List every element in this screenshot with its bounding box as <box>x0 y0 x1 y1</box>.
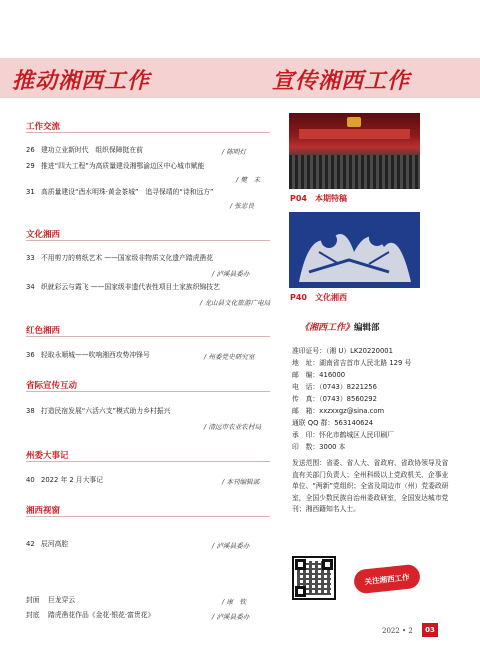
toc-author: / 泸溪县委办 <box>212 613 250 621</box>
back-cover-credit: 封底 踏虎凿花作品《金花·银花·富贵花》 <box>26 611 155 619</box>
issue-label: 2022 • 2 <box>382 627 413 635</box>
toc-entry[interactable]: 26 建功立业新时代 组织保障挺在前 <box>26 146 143 154</box>
distribution-text: 发送范围：省委、省人大、省政府、省政协领导及省直有关部门负责人；全州科级以上党政机关、企事业单位、“两新”党组织；全省及周边市（州）党委政研室，全国少数民族自治州委政研室，全国发达城市党刊；湘西籍知名人士。 <box>292 459 449 513</box>
section-title: 湘西视窗 <box>26 506 61 516</box>
banner-left-title: 推动湘西工作 <box>12 68 151 94</box>
toc-entry[interactable]: 29 推进“四大工程”为高质量建设湘鄂渝边区中心城市赋能 <box>26 162 205 170</box>
toc-author: / 泸溪县委办 <box>212 270 250 278</box>
section-title: 工作交流 <box>26 122 61 132</box>
section-title: 州委大事记 <box>26 451 69 461</box>
info-line: 邮 编：416000 <box>292 371 346 379</box>
stage-banner <box>299 129 410 139</box>
papercut-artwork[interactable] <box>289 212 420 288</box>
toc-entry[interactable]: 38 打造民宿发展“六活六支”模式助力乡村振兴 <box>26 407 171 415</box>
toc-author: / 州委党史研究室 <box>204 353 255 361</box>
section-divider <box>26 516 270 517</box>
section-divider <box>26 240 270 241</box>
info-line: 传 真：（0743）8560292 <box>292 395 377 403</box>
emblem <box>347 117 361 127</box>
qr-code-icon[interactable] <box>292 556 336 600</box>
section-divider <box>26 132 270 133</box>
cover-credit: 封面 巨龙穿云 <box>26 596 76 604</box>
toc-entry[interactable]: 33 不用剪刀的剪纸艺术 ——国家级非物质文化遗产踏虎凿花 <box>26 254 214 262</box>
qr-finder <box>295 559 306 570</box>
toc-entry[interactable]: 40 2022 年 2 月大事记 <box>26 476 104 484</box>
toc-author: / 康 钦 <box>222 598 247 606</box>
info-line: 准印证号：（湘 U）LK20220001 <box>292 347 393 355</box>
toc-author: / 龙山县文化旅游广电局 <box>200 299 271 307</box>
toc-author: / 本刊编辑部 <box>222 478 260 486</box>
toc-author: / 张忠良 <box>230 202 255 210</box>
editor-heading: 《湘西工作》编辑部 <box>300 323 380 333</box>
info-line: 承 印：怀化市鹤城区人民印刷厂 <box>292 431 394 439</box>
section-divider <box>26 461 270 462</box>
follow-badge[interactable]: 关注湘西工作 <box>353 564 421 595</box>
section-title: 文化湘西 <box>26 230 61 240</box>
section-divider <box>26 391 270 392</box>
caption-p04[interactable]: P04 本期特稿 <box>290 194 347 203</box>
info-line: 印 数：3000 本 <box>292 443 346 451</box>
qr-finder <box>322 559 333 570</box>
info-line: 通联 QQ 群：563140624 <box>292 419 374 427</box>
toc-author: / 陈明灯 <box>222 148 247 156</box>
info-line: 电 话：（0743）8221256 <box>292 383 377 391</box>
meeting-photo[interactable] <box>289 113 420 189</box>
section-title: 省际宣传互动 <box>26 381 78 391</box>
toc-entry[interactable]: 36 轻取永顺城——吹响湘西攻势冲锋号 <box>26 351 150 359</box>
banner-right-title: 宣传湘西工作 <box>272 68 411 94</box>
info-line: 邮 箱：xxzxxgz@sina.com <box>292 407 385 415</box>
section-divider <box>26 336 270 337</box>
page-number: 03 <box>422 623 438 637</box>
toc-author: / 樊 未 <box>236 176 261 184</box>
qr-finder <box>295 586 306 597</box>
section-title: 红色湘西 <box>26 326 61 336</box>
info-line: 地 址：湖南省吉首市人民北路 129 号 <box>292 359 412 367</box>
toc-entry[interactable]: 31 高质量建设“酉水明珠·黄金茶城” 追寻保靖的“诗和远方” <box>26 188 214 196</box>
audience <box>289 155 420 189</box>
toc-author: / 泸溪县委办 <box>212 542 250 550</box>
toc-entry[interactable]: 34 织就彩云与霞飞 ——国家级非遗代表性项目土家族织锦技艺 <box>26 283 220 291</box>
toc-entry[interactable]: 42 辰河高腔 <box>26 540 69 548</box>
toc-author: / 清远市农业农村局 <box>204 423 262 431</box>
caption-p40[interactable]: P40 文化湘西 <box>290 293 347 302</box>
